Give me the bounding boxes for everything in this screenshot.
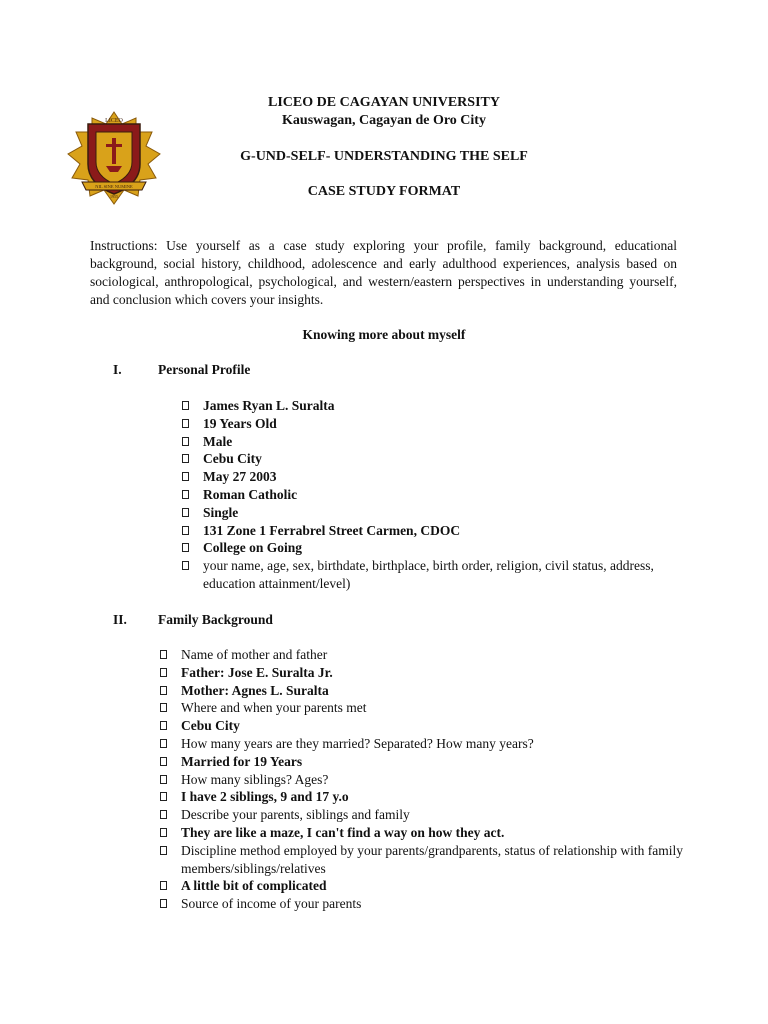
list-item <box>159 664 699 682</box>
checkbox-glyph-icon <box>182 490 189 499</box>
checkbox-glyph-icon <box>160 650 167 659</box>
list-item-text: Roman Catholic <box>203 486 298 502</box>
list-item-text: Cebu City <box>181 718 240 734</box>
list-item <box>159 735 699 753</box>
list-item <box>181 522 681 540</box>
list-item <box>159 771 699 789</box>
checkbox-glyph-icon <box>182 508 189 517</box>
checkbox-glyph-icon <box>160 703 167 712</box>
list-item <box>159 877 699 895</box>
checkbox-glyph-icon <box>160 810 167 819</box>
checkbox-glyph-icon <box>182 543 189 552</box>
list-item-text: Describe your parents, siblings and family <box>181 807 410 823</box>
list-item <box>181 557 681 593</box>
list-item <box>159 753 699 771</box>
list-item-text: your name, age, sex, birthdate, birthplace, birth order, religion, civil status, address, education attainment/level) <box>203 558 654 591</box>
list-item-text: Where and when your parents met <box>181 700 367 716</box>
list-item <box>159 895 699 913</box>
instructions-paragraph: Instructions: Use yourself as a case study exploring your profile, family background, educational background, social history, childhood, adolescence and early adulthood experiences, analysis based on sociological, anthropological, psychological, and western/eastern perspectives in understanding yourself, and conclusion which covers your insights. <box>90 238 677 307</box>
list-item-text: Single <box>203 504 239 520</box>
list-item <box>181 539 681 557</box>
format-title: CASE STUDY FORMAT <box>307 184 461 199</box>
personal-profile-list <box>181 397 681 593</box>
section-subtitle: Knowing more about myself <box>302 327 466 342</box>
list-item-text: May 27 2003 <box>203 469 277 485</box>
checkbox-glyph-icon <box>182 561 189 570</box>
list-item-text: Father: Jose E. Suralta Jr. <box>181 664 333 680</box>
list-item-text: Married for 19 Years <box>181 753 303 769</box>
list-item-text: They are like a maze, I can't find a way on how they act. <box>181 824 505 840</box>
section-2-number: II. <box>113 612 127 627</box>
checkbox-glyph-icon <box>182 454 189 463</box>
list-item <box>181 450 681 468</box>
list-item <box>159 682 699 700</box>
checkbox-glyph-icon <box>160 828 167 837</box>
family-background-list <box>159 646 699 913</box>
checkbox-glyph-icon <box>160 757 167 766</box>
university-address: Kauswagan, Cagayan de Oro City <box>282 113 486 128</box>
checkbox-glyph-icon <box>182 526 189 535</box>
list-item <box>159 806 699 824</box>
checkbox-glyph-icon <box>160 792 167 801</box>
list-item <box>159 788 699 806</box>
seal-year-text: 1955 <box>110 194 118 199</box>
seal-top-text: LICEO <box>105 118 123 124</box>
list-item-text: Cebu City <box>203 451 262 467</box>
list-item-text: I have 2 siblings, 9 and 17 y.o <box>181 789 349 805</box>
checkbox-glyph-icon <box>182 419 189 428</box>
checkbox-glyph-icon <box>160 881 167 890</box>
checkbox-glyph-icon <box>182 437 189 446</box>
checkbox-glyph-icon <box>160 775 167 784</box>
list-item <box>159 842 699 878</box>
list-item-text: Mother: Agnes L. Suralta <box>181 682 329 698</box>
list-item-text: 19 Years Old <box>203 415 277 431</box>
section-1-number: I. <box>113 362 122 377</box>
list-item <box>181 468 681 486</box>
section-1-title: Personal Profile <box>158 362 251 377</box>
list-item <box>181 504 681 522</box>
seal-motto-text: NIL SINE NUMINE <box>95 184 133 189</box>
list-item-text: Male <box>203 433 233 449</box>
list-item-text: Source of income of your parents <box>181 896 362 912</box>
list-item <box>159 717 699 735</box>
list-item <box>181 415 681 433</box>
checkbox-glyph-icon <box>160 899 167 908</box>
list-item-text: A little bit of complicated <box>181 878 327 894</box>
checkbox-glyph-icon <box>182 401 189 410</box>
list-item-text: College on Going <box>203 540 303 556</box>
checkbox-glyph-icon <box>160 721 167 730</box>
list-item <box>159 824 699 842</box>
checkbox-glyph-icon <box>160 739 167 748</box>
list-item <box>181 433 681 451</box>
list-item-text: James Ryan L. Suralta <box>203 398 335 413</box>
list-item <box>181 486 681 504</box>
list-item-text: 131 Zone 1 Ferrabrel Street Carmen, CDOC <box>203 522 461 538</box>
list-item-text: How many years are they married? Separated? How many years? <box>181 735 534 751</box>
checkbox-glyph-icon <box>160 846 167 855</box>
checkbox-glyph-icon <box>160 668 167 677</box>
university-name: LICEO DE CAGAYAN UNIVERSITY <box>268 95 500 110</box>
list-item <box>181 397 681 415</box>
course-title: G-UND-SELF- UNDERSTANDING THE SELF <box>240 149 528 164</box>
list-item-text: Name of mother and father <box>181 647 328 662</box>
section-2-title: Family Background <box>158 612 273 627</box>
list-item <box>159 646 699 664</box>
list-item-text: Discipline method employed by your parents/grandparents, status of relationship with family members/siblings/relatives <box>181 842 684 876</box>
list-item <box>159 699 699 717</box>
checkbox-glyph-icon <box>160 686 167 695</box>
list-item-text: How many siblings? Ages? <box>181 771 329 787</box>
checkbox-glyph-icon <box>182 472 189 481</box>
